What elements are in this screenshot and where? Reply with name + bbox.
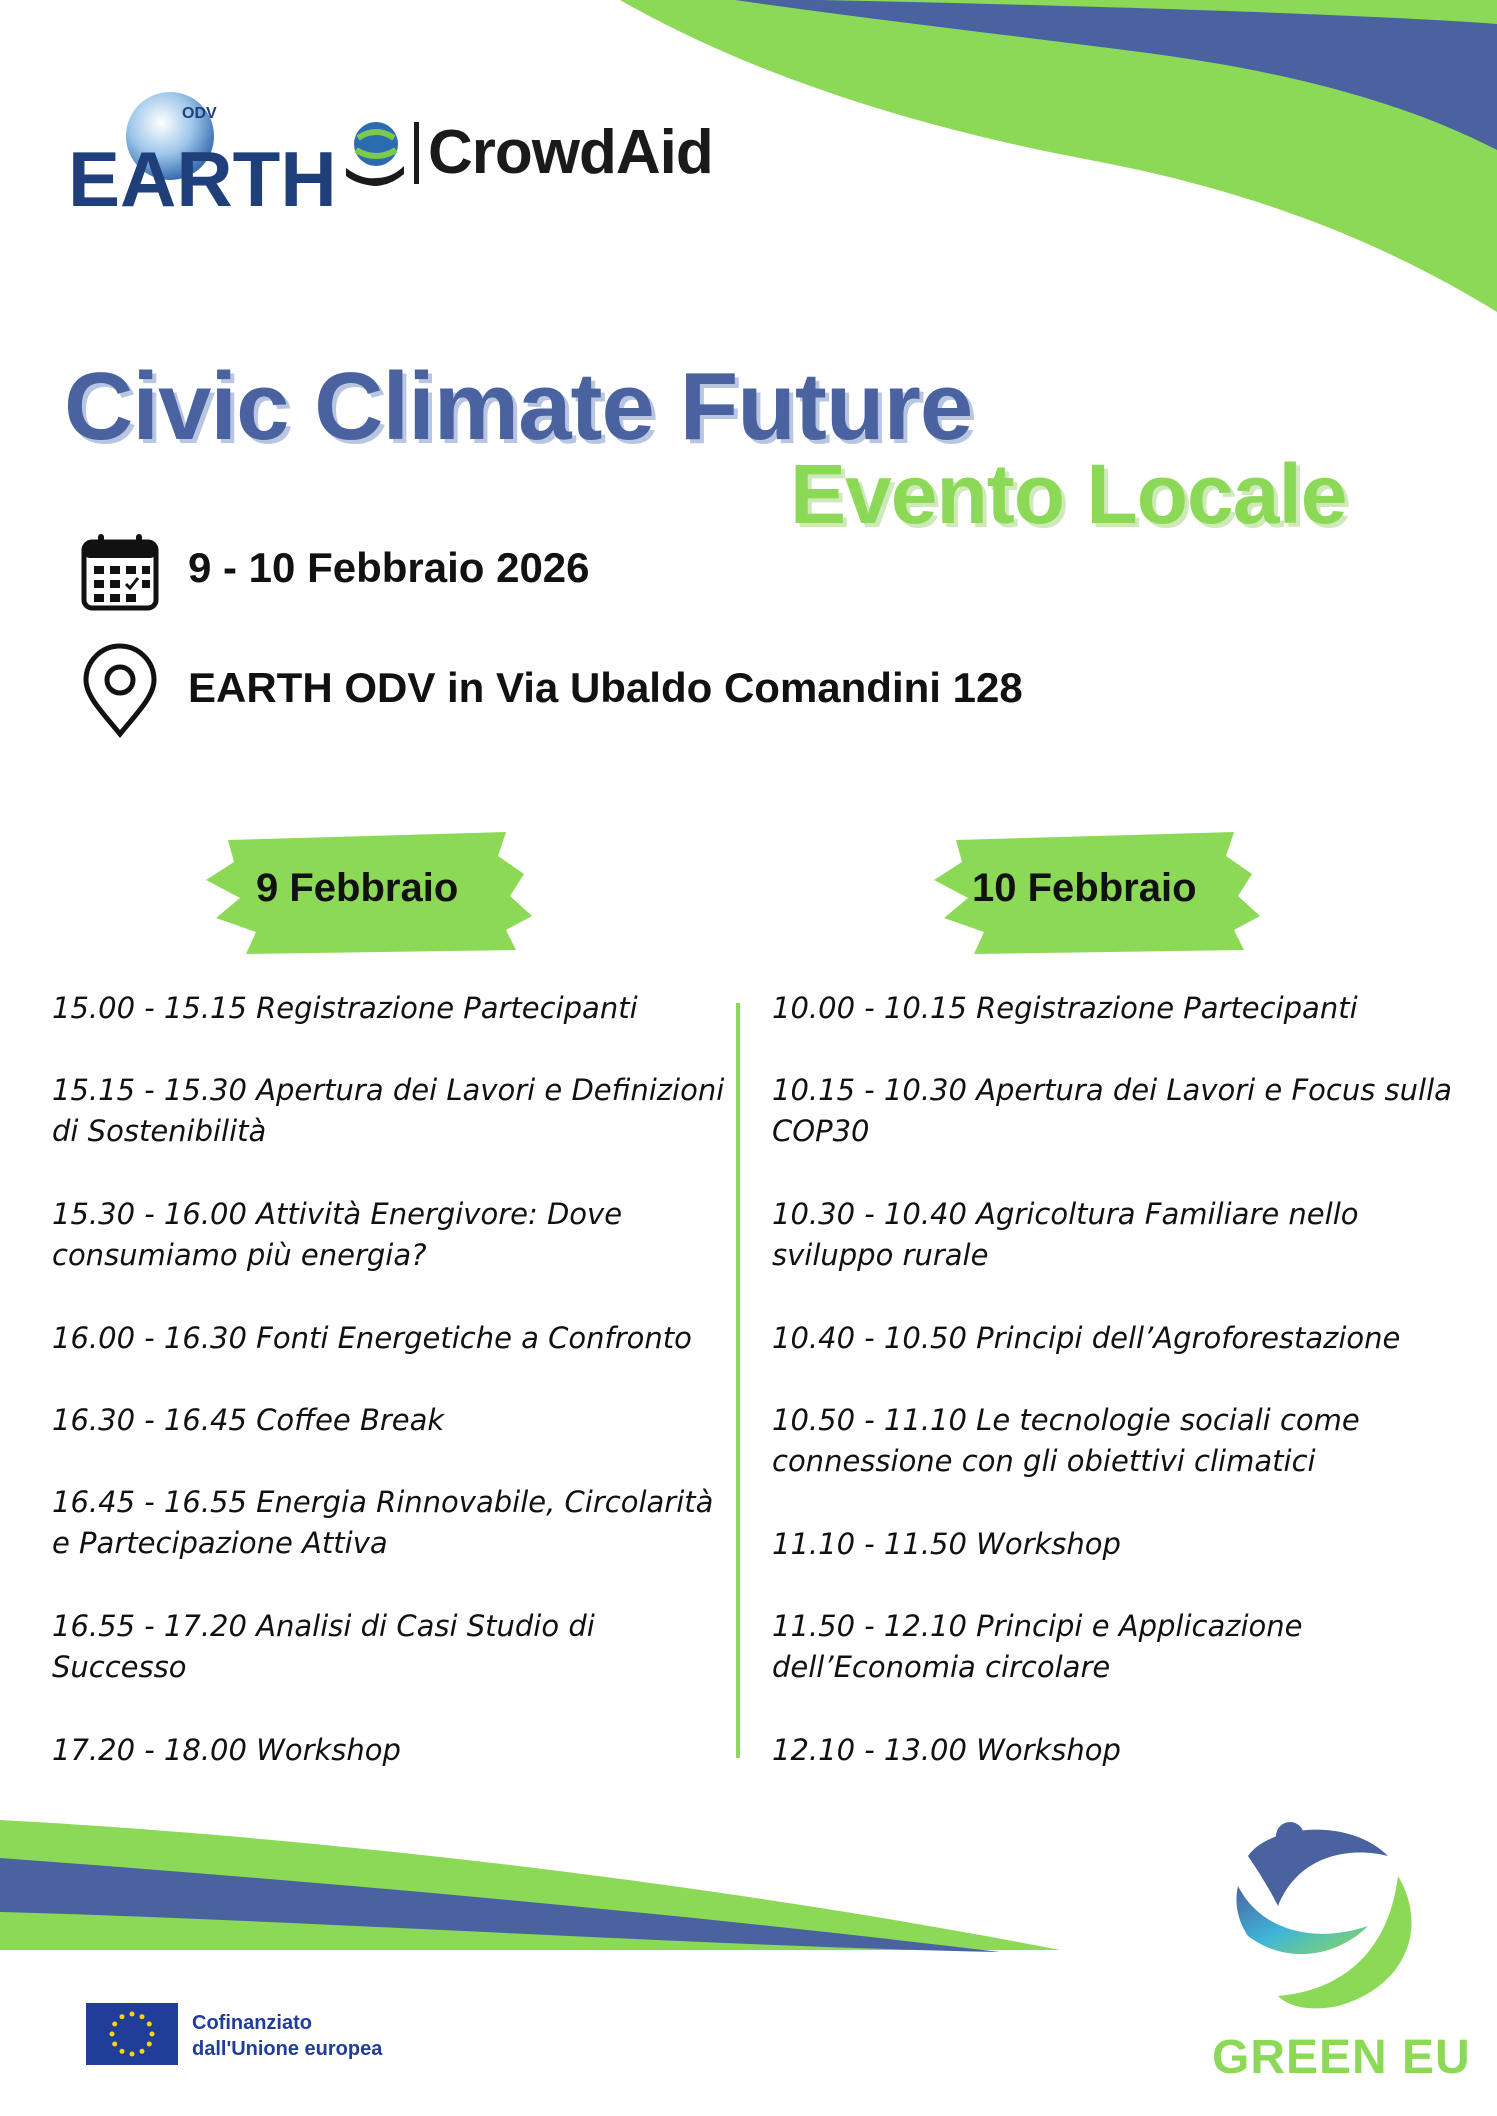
schedule-item: 10.50 - 11.10 Le tecnologie sociali come connessione con gli obiettivi climatici <box>772 1403 1360 1478</box>
earth-odv-logo <box>60 88 337 223</box>
map-pin-icon <box>80 646 160 738</box>
schedule-item: 11.10 - 11.50 Workshop <box>772 1527 1121 1561</box>
schedule-item: 10.40 - 10.50 Principi dell’Agroforestazione <box>772 1321 1401 1355</box>
eu-flag-icon <box>86 2003 178 2065</box>
crowdaid-logo <box>342 118 742 188</box>
schedule-item: 10.30 - 10.40 Agricoltura Familiare nello sviluppo rurale <box>772 1197 1359 1272</box>
day-header-2 <box>934 826 1264 956</box>
schedule-item: 17.20 - 18.00 Workshop <box>52 1733 401 1767</box>
event-location: EARTH ODV in Via Ubaldo Comandini 128 <box>188 664 1023 711</box>
event-subtitle: Evento Locale <box>790 447 1347 541</box>
day-label-1: 9 Febbraio <box>256 866 459 910</box>
green-eu-logo <box>1228 1816 1428 2026</box>
eu-text-line1: Cofinanziato <box>192 2012 312 2034</box>
event-title: Civic Climate Future <box>64 353 973 460</box>
schedule-item: 15.30 - 16.00 Attività Energivore: Dove consumiamo più energia? <box>52 1197 623 1272</box>
calendar-icon <box>80 532 160 612</box>
eu-cofunding-text <box>192 2010 382 2062</box>
earth-logo-text: EARTH <box>68 135 337 223</box>
schedule-item: 16.45 - 16.55 Energia Rinnovabile, Circolarità e Partecipazione Attiva <box>52 1485 714 1560</box>
schedule-item: 10.15 - 10.30 Apertura dei Lavori e Focus sulla COP30 <box>772 1073 1452 1148</box>
odv-logo-text: ODV <box>182 105 217 122</box>
green-eu-logo-text: GREEN EU <box>1212 2031 1471 2084</box>
eu-text-line2: dall'Unione europea <box>192 2038 383 2060</box>
day-header-1 <box>206 826 536 956</box>
schedule-item: 15.00 - 15.15 Registrazione Partecipanti <box>52 991 638 1025</box>
schedule-item: 11.50 - 12.10 Principi e Applicazione dell’Economia circolare <box>772 1609 1303 1684</box>
schedule-item: 12.10 - 13.00 Workshop <box>772 1733 1121 1767</box>
schedule-item: 16.55 - 17.20 Analisi di Casi Studio di Successo <box>52 1609 595 1684</box>
event-dates: 9 - 10 Febbraio 2026 <box>188 544 590 591</box>
day-label-2: 10 Febbraio <box>972 866 1197 910</box>
schedule-item: 15.15 - 15.30 Apertura dei Lavori e Definizioni di Sostenibilità <box>52 1073 725 1148</box>
schedule-item: 16.00 - 16.30 Fonti Energetiche a Confronto <box>52 1321 692 1355</box>
crowdaid-logo-text: CrowdAid <box>428 118 713 187</box>
crowdaid-divider <box>414 122 419 184</box>
schedule-item: 10.00 - 10.15 Registrazione Partecipanti <box>772 991 1358 1025</box>
schedule-item: 16.30 - 16.45 Coffee Break <box>52 1403 445 1437</box>
column-divider <box>736 1003 740 1758</box>
